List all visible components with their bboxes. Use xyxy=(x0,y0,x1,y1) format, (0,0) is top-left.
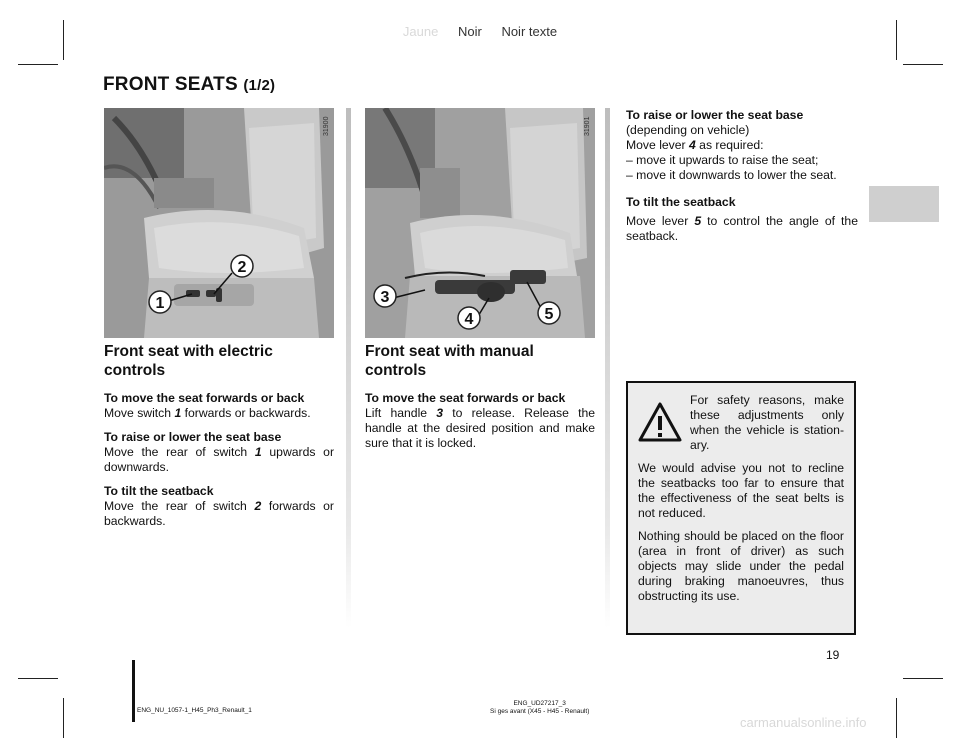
electric-seat-heading: Front seat with electric controls xyxy=(104,343,273,379)
warning-paragraph: We would advise you not to recline the seatbacks too far to ensure that the effectiveness of the seat belts is not reduced. xyxy=(638,461,844,520)
part-number: 1 xyxy=(174,406,182,420)
list-item: – move it downwards to lower the seat. xyxy=(626,168,837,182)
warning-triangle-icon xyxy=(638,401,682,443)
crop-mark xyxy=(18,678,58,679)
part-number: 4 xyxy=(689,138,696,152)
instruction-text: forwards or backwards. xyxy=(104,499,334,528)
instruction-title: To raise or lower the seat base xyxy=(626,108,804,122)
instruction-text: Move the rear of switch xyxy=(104,499,247,513)
instruction-title: To tilt the seatback xyxy=(104,484,214,498)
callout-2: 2 xyxy=(237,259,247,276)
callout-4: 4 xyxy=(464,311,474,328)
callout-5: 5 xyxy=(544,306,554,323)
crop-mark xyxy=(903,64,943,65)
manual-seat-heading: Front seat with manual controls xyxy=(365,343,534,379)
crop-mark xyxy=(18,64,58,65)
callout-3: 3 xyxy=(380,289,390,306)
instruction-text: upwards or downwards. xyxy=(104,445,335,474)
page-title-sub: (1/2) xyxy=(243,77,276,94)
warning-paragraph: For safety reasons, make these adjustments only when the vehicle is station-ary. xyxy=(690,393,844,452)
electric-seat-section xyxy=(104,342,334,538)
part-number: 1 xyxy=(254,445,262,459)
footer-ref-line: Si ges avant (X45 - H45 - Renault) xyxy=(490,708,590,715)
instruction-text: Move lever xyxy=(626,138,686,152)
instruction-block xyxy=(104,391,334,421)
safety-warning-box xyxy=(626,381,856,635)
instruction-block xyxy=(626,195,858,210)
instruction-title: To move the seat forwards or back xyxy=(365,391,566,405)
part-number: 3 xyxy=(436,406,444,420)
instruction-title: To move the seat forwards or back xyxy=(104,391,305,405)
electric-seat-photo xyxy=(104,108,334,338)
part-number: 2 xyxy=(254,499,262,513)
instruction-block xyxy=(104,484,334,529)
instruction-block xyxy=(626,214,858,244)
instruction-block xyxy=(626,108,858,183)
warning-paragraph: Nothing should be placed on the floor (area in front of driver) as such objects may slide under the pedal during braking manoeuvres, thus obstructing its use. xyxy=(638,529,844,603)
instruction-text: Move the rear of switch xyxy=(104,445,248,459)
instruction-text: Lift handle xyxy=(365,406,428,420)
instruction-text: forwards or backwards. xyxy=(184,406,311,420)
color-label-noir: Noir xyxy=(457,24,482,39)
callout-1: 1 xyxy=(155,295,165,312)
page-title-main: FRONT SEATS xyxy=(103,74,238,95)
instruction-text: to release. Release the handle at the desired position and make sure that it is locked. xyxy=(365,406,596,450)
column-divider xyxy=(605,108,610,628)
watermark: carmanualsonline.info xyxy=(740,715,867,730)
part-number: 5 xyxy=(694,214,702,228)
instruction-text: as required: xyxy=(699,138,764,152)
footer-ref-line: ENG_UD27217_3 xyxy=(513,700,566,707)
column-divider xyxy=(346,108,351,628)
print-color-header xyxy=(0,24,960,39)
crop-mark xyxy=(903,678,943,679)
section-tab xyxy=(869,186,939,222)
crop-mark xyxy=(63,698,64,738)
footer-doc-ref: ENG_NU_1057-1_H45_Ph3_Renault_1 xyxy=(137,707,252,714)
crop-mark xyxy=(896,698,897,738)
page-title xyxy=(103,74,275,96)
lever-instructions xyxy=(626,108,858,253)
list-item: – move it upwards to raise the seat; xyxy=(626,153,819,167)
instruction-title: To tilt the seatback xyxy=(626,195,736,209)
photo-ref-left: 31900 xyxy=(323,116,330,136)
footer-section-ref xyxy=(490,700,589,716)
instruction-block xyxy=(365,391,595,451)
page-number: 19 xyxy=(826,648,840,662)
manual-seat-photo xyxy=(365,108,595,338)
footer-bar xyxy=(132,660,135,722)
instruction-text: (depending on vehicle) xyxy=(626,123,750,137)
instruction-block xyxy=(104,430,334,475)
manual-seat-section xyxy=(365,342,595,460)
instruction-text: Move switch xyxy=(104,406,172,420)
color-label-noir-texte: Noir texte xyxy=(501,24,558,39)
instruction-text: to control the angle of the seatback. xyxy=(626,214,858,243)
instruction-text: Move lever xyxy=(626,214,689,228)
color-label-jaune: Jaune xyxy=(402,24,439,39)
instruction-title: To raise or lower the seat base xyxy=(104,430,282,444)
photo-ref-right: 31901 xyxy=(584,116,591,136)
